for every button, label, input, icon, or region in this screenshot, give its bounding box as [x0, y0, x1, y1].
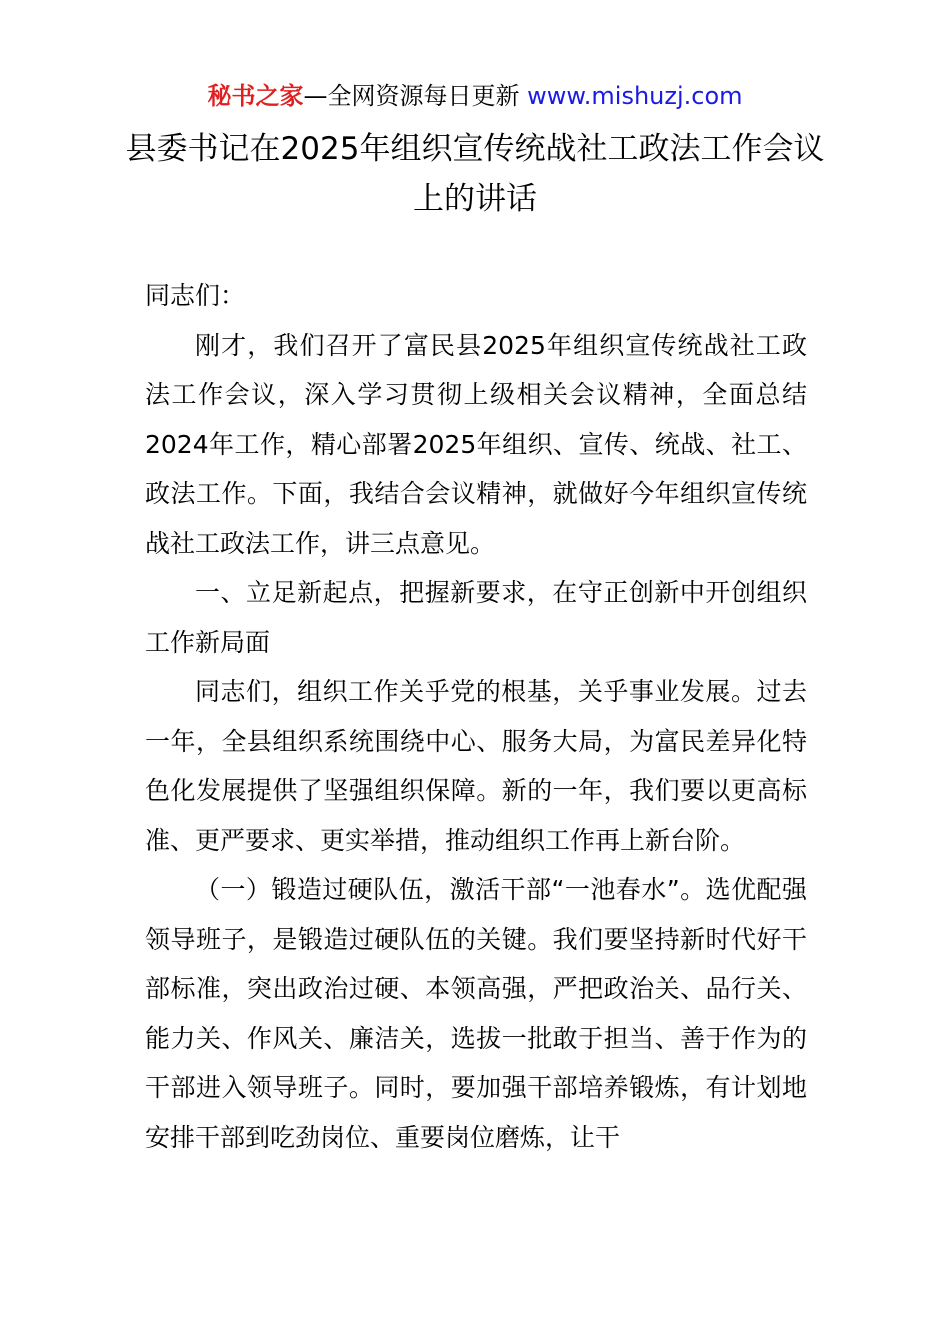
paragraph: 同志们，组织工作关乎党的根基，关乎事业发展。过去一年，全县组织系统围绕中心、服务大局，为富民差异化特色化发展提供了坚强组织保障。新的一年，我们要以更高标准、更严要求、更实举措，推动组织工作再上新台阶。	[145, 677, 807, 855]
section-heading: 一、立足新起点，把握新要求，在守正创新中开创组织工作新局面	[145, 578, 807, 657]
site-url-link[interactable]: www.mishuzj.com	[527, 82, 743, 110]
paragraph: 刚才，我们召开了富民县2025年组织宣传统战社工政法工作会议，深入学习贯彻上级相关会议精神，全面总结2024年工作，精心部署2025年组织、宣传、统战、社工、政法工作。下面，我结合会议精神，就做好今年组织宣传统战社工政法工作，讲三点意见。	[145, 330, 807, 558]
site-name: 秘书之家	[207, 82, 304, 110]
document-body	[145, 271, 807, 1162]
document-title: 县委书记在2025年组织宣传统战社工政法工作会议上的讲话	[125, 131, 825, 217]
site-header	[0, 80, 950, 112]
salutation: 同志们：	[145, 281, 246, 310]
site-tagline: —全网资源每日更新	[303, 82, 528, 110]
paragraph: （一）锻造过硬队伍，激活干部“一池春水”。选优配强领导班子，是锻造过硬队伍的关键。我们要坚持新时代好干部标准，突出政治过硬、本领高强，严把政治关、品行关、能力关、作风关、廉洁关，选拔一批敢于担当、善于作为的干部进入领导班子。同时，要加强干部培养锻炼，有计划地安排干部到吃劲岗位、重要岗位磨炼，让干	[145, 875, 807, 1152]
